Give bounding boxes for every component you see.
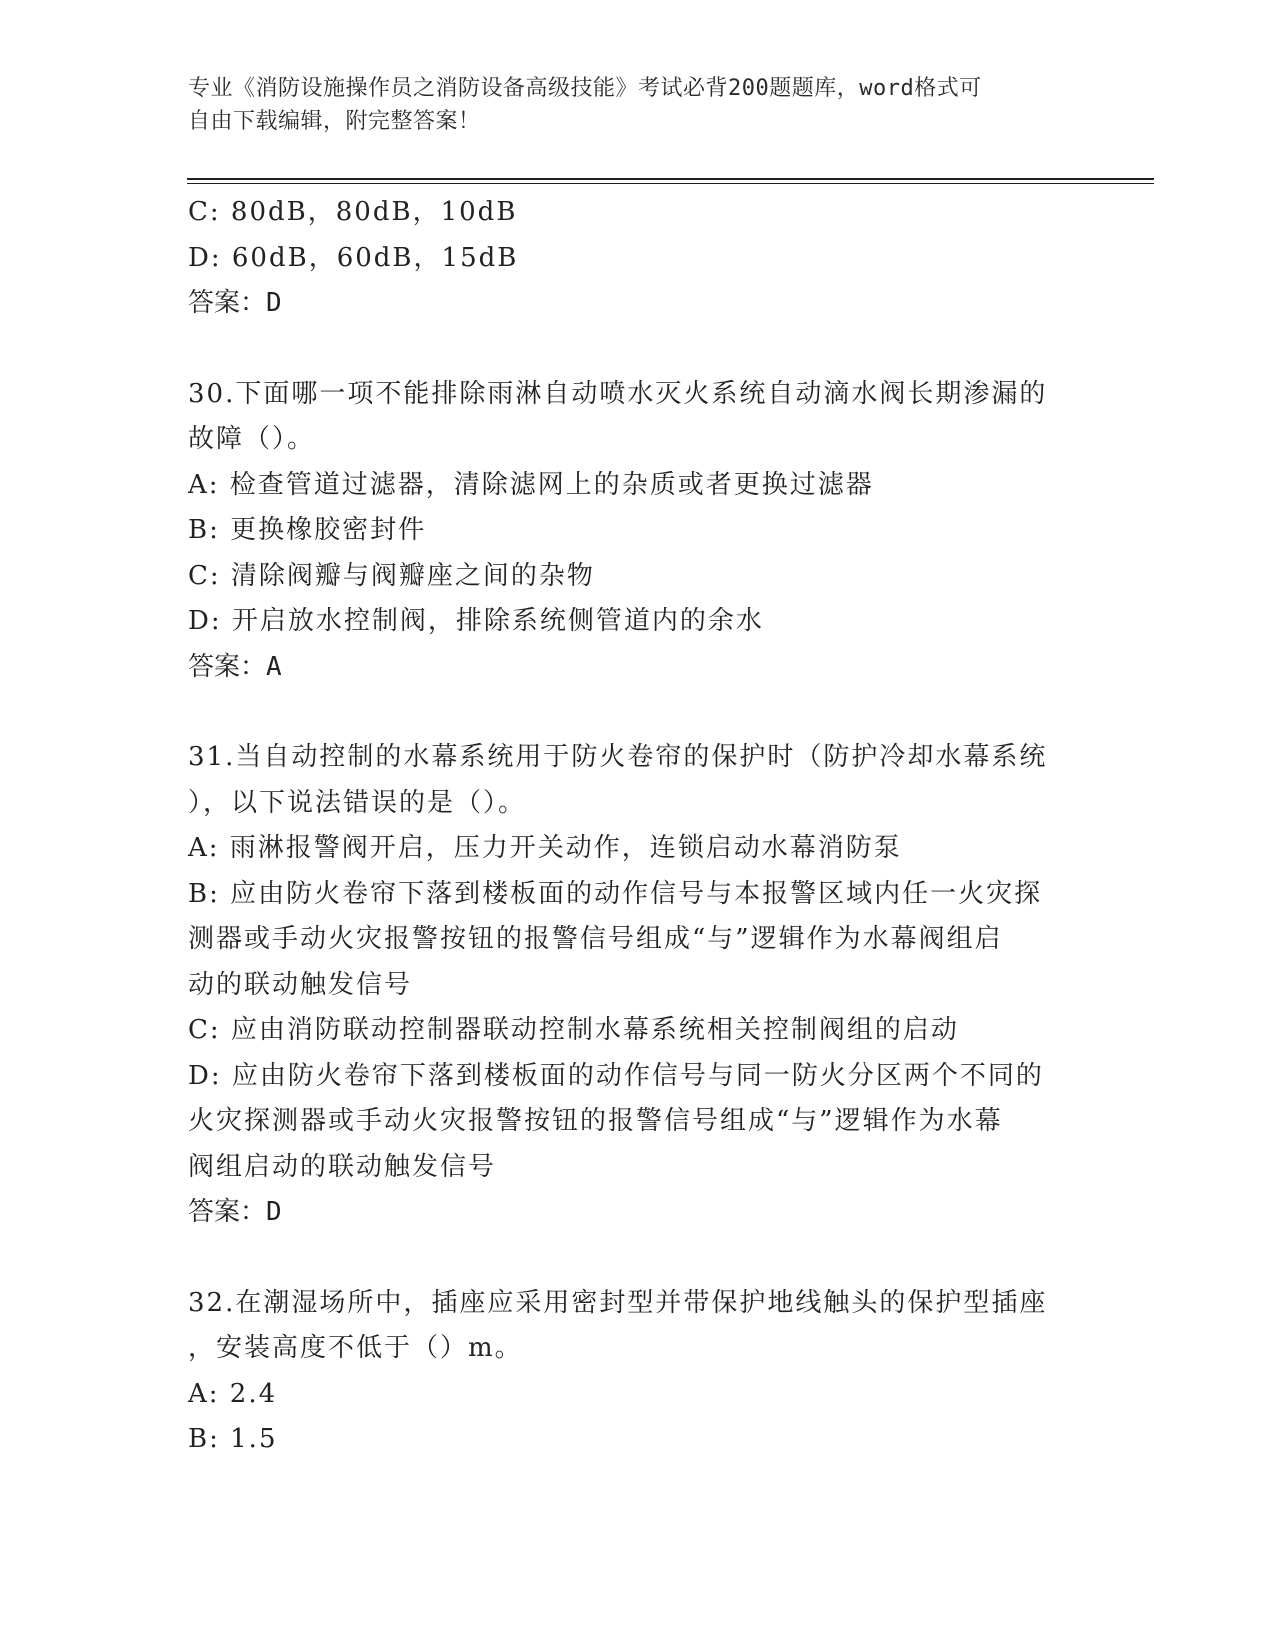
q30-stem-line-2: 故障（）。 [188,424,316,454]
question-31 [188,735,1088,1236]
q30-stem-line-1: 30.下面哪一项不能排除雨淋自动喷水灭火系统自动滴水阀长期渗漏的 [188,378,1048,409]
q32-stem-line-1: 32.在潮湿场所中，插座应采用密封型并带保护地线触头的保护型插座 [188,1287,1048,1318]
question-30 [188,372,1088,691]
q31-option-b-line-1: B: 应由防火卷帘下落到楼板面的动作信号与本报警区域内任一火灾探 [188,878,1043,909]
q31-stem-line-2: ），以下说法错误的是（）。 [188,787,527,818]
q31-option-a: A: 雨淋报警阀开启，压力开关动作，连锁启动水幕消防泵 [188,833,902,863]
header-line-2: 自由下载编辑，附完整答案！ [188,109,481,134]
q31-answer: 答案：D [188,1197,282,1227]
q32-option-b: B: 1.5 [188,1424,278,1454]
q31-option-b-line-3: 动的联动触发信号 [188,969,413,1000]
question-32 [188,1281,1088,1463]
header-divider-thick [187,178,1154,180]
q31-stem-line-1: 31.当自动控制的水幕系统用于防火卷帘的保护时（防护冷却水幕系统 [188,742,1048,772]
q29-option-d: D: 60dB，60dB，15dB [188,242,519,273]
question-29-tail [188,190,1088,327]
header-divider-thin [187,183,1154,184]
q30-option-b: B: 更换橡胶密封件 [188,515,427,545]
spacer [188,1236,1088,1281]
spacer [188,690,1088,735]
q31-option-d-line-3: 阀组启动的联动触发信号 [188,1151,497,1182]
q30-option-d: D: 开启放水控制阀，排除系统侧管道内的余水 [188,606,764,636]
q30-answer: 答案：A [188,651,282,682]
q31-option-d-line-2: 火灾探测器或手动火灾报警按钮的报警信号组成“与”逻辑作为水幕 [188,1106,1003,1136]
q31-option-d-line-1: D: 应由防火卷帘下落到楼板面的动作信号与同一防火分区两个不同的 [188,1060,1044,1091]
header-line-1: 专业《消防设施操作员之消防设备高级技能》考试必背200题题库，word格式可 [188,76,982,101]
q30-option-c: C: 清除阀瓣与阀瓣座之间的杂物 [188,560,595,591]
q32-option-a: A: 2.4 [188,1378,278,1409]
q31-option-b-line-2: 测器或手动火灾报警按钮的报警信号组成“与”逻辑作为水幕阀组启 [188,924,1003,954]
document-header [188,72,1088,138]
q31-option-c: C: 应由消防联动控制器联动控制水幕系统相关控制阀组的启动 [188,1015,959,1045]
q29-answer: 答案：D [188,288,282,318]
q32-stem-line-2: ，安装高度不低于（）m。 [188,1333,523,1363]
spacer [188,327,1088,372]
q29-option-c: C: 80dB，80dB，10dB [188,197,518,227]
q30-option-a: A: 检查管道过滤器，清除滤网上的杂质或者更换过滤器 [188,469,874,500]
document-body [188,190,1088,1463]
